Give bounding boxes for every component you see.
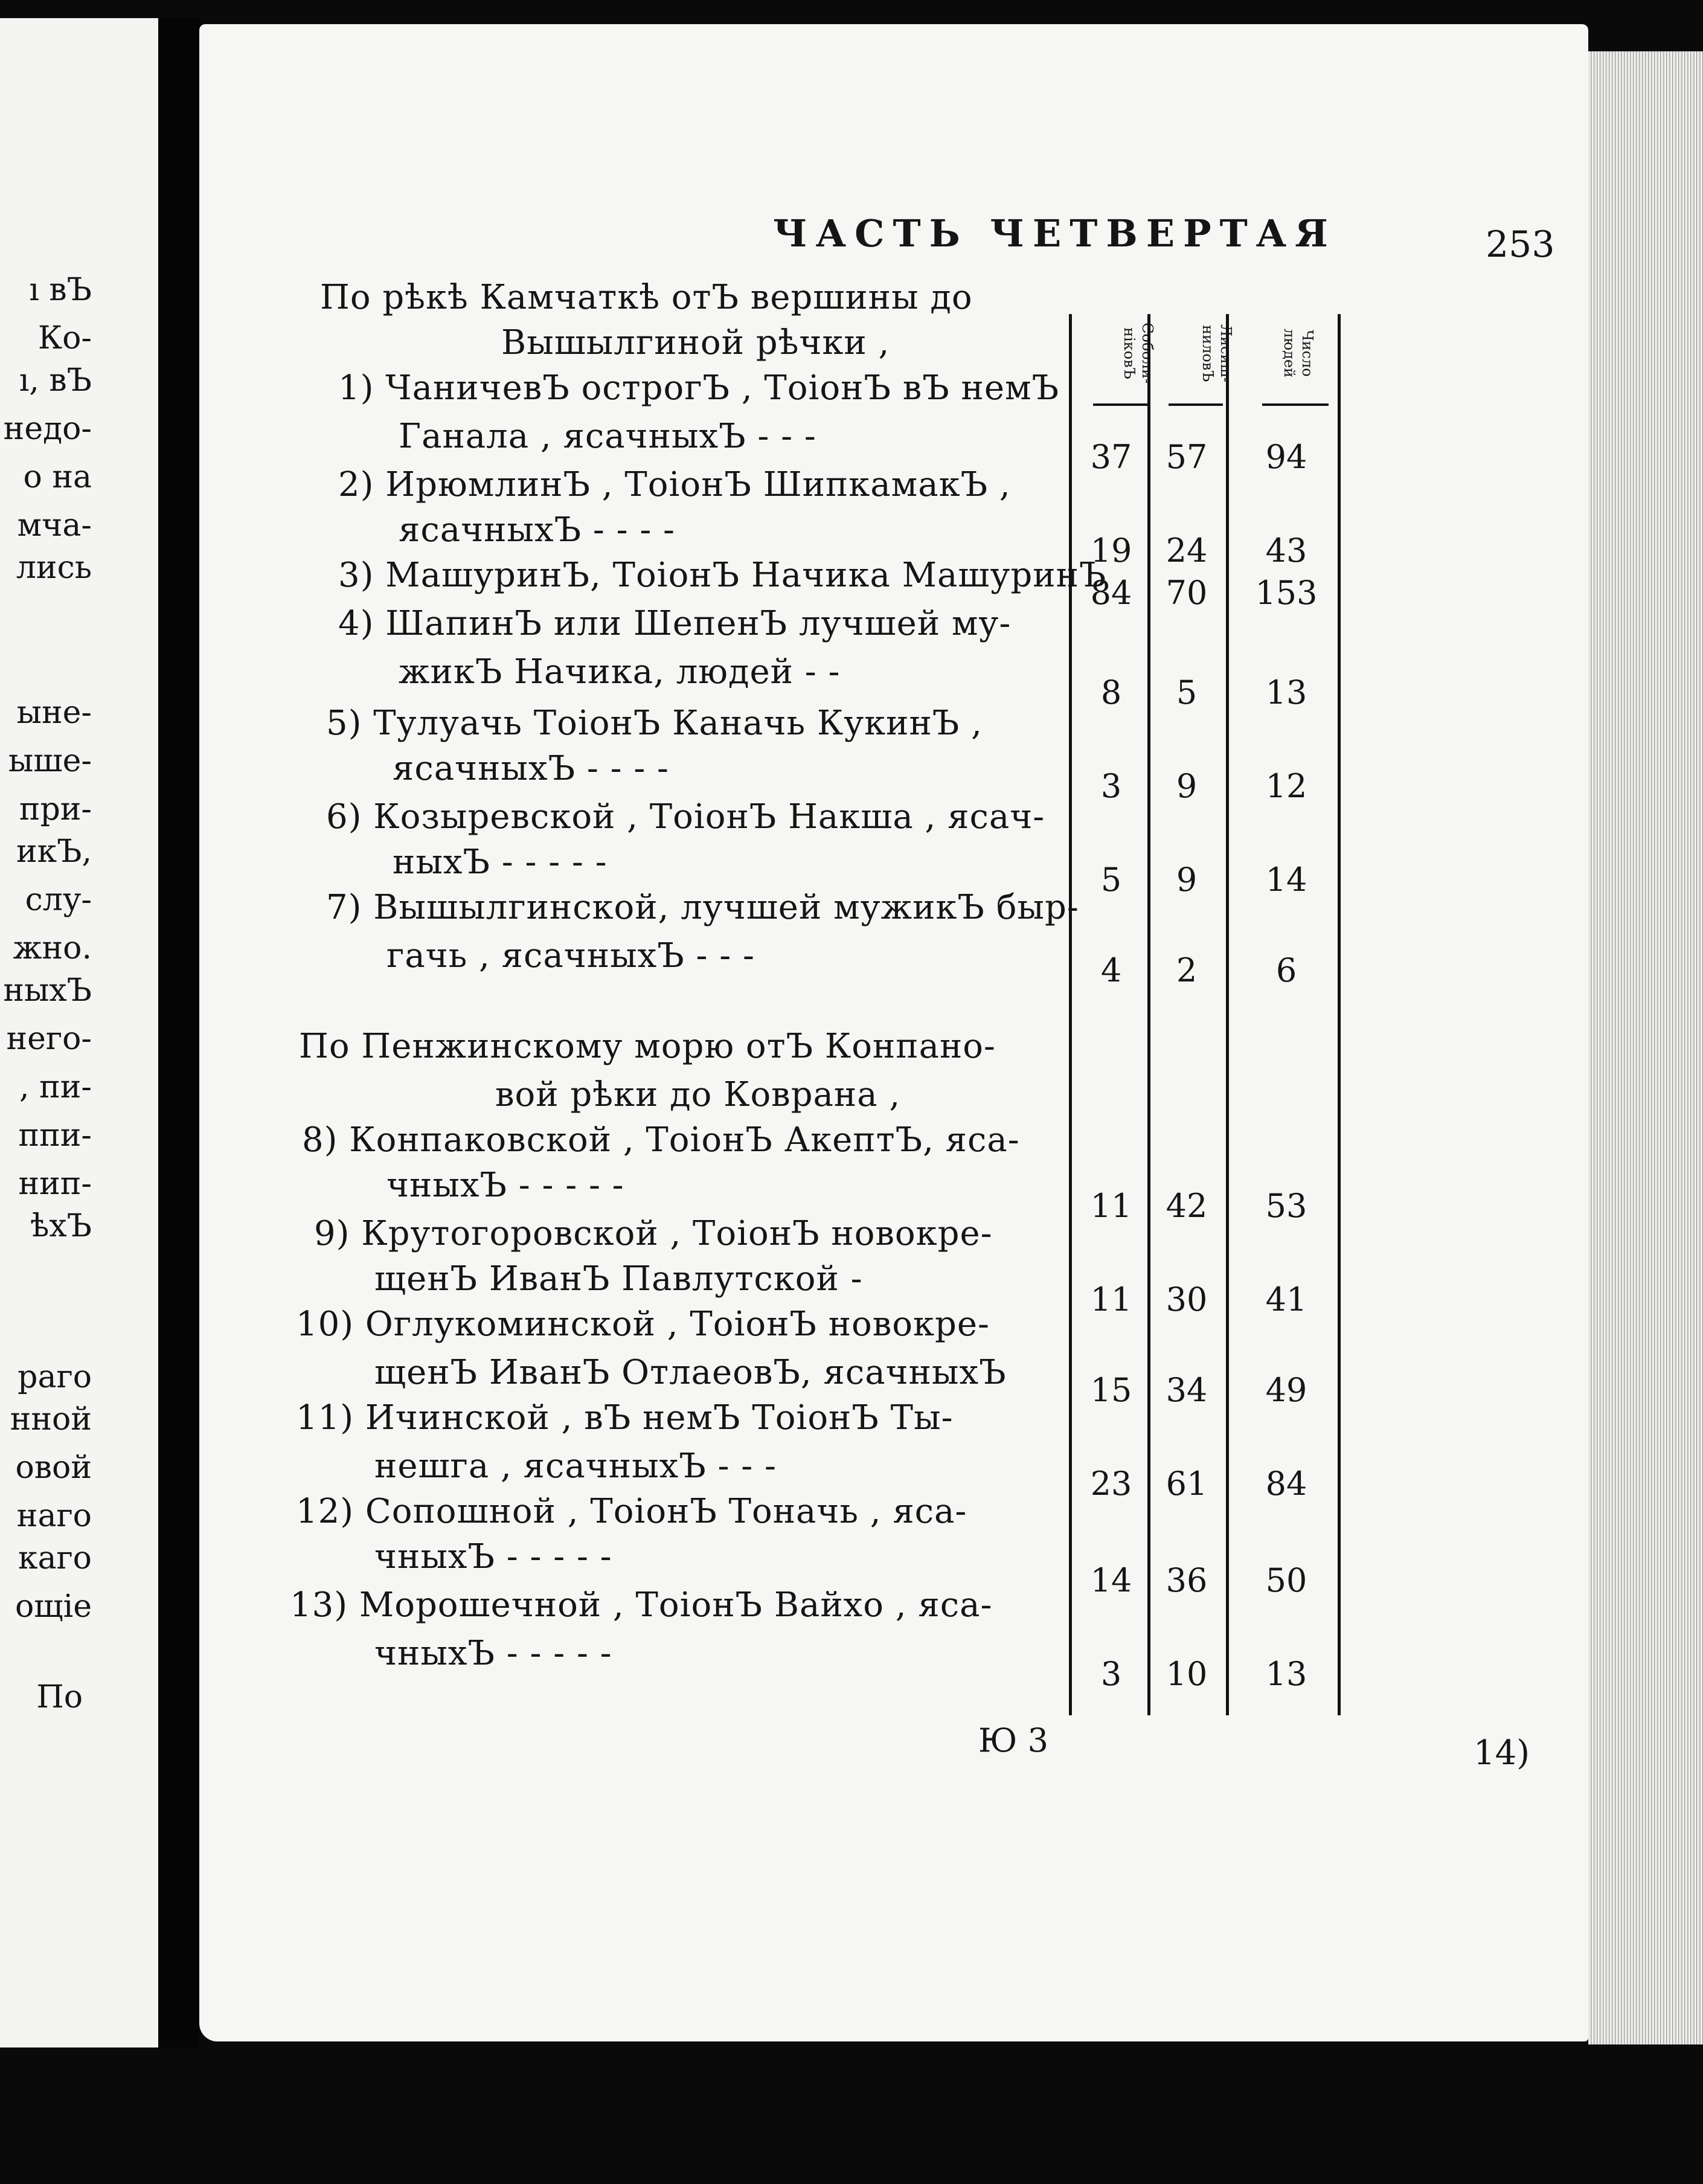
text-line: нешга , ясачныхЪ - - - (374, 1447, 777, 1486)
page-edges (1588, 51, 1703, 2044)
page-number: 253 (1486, 223, 1555, 266)
left-page-line: нной (10, 1401, 92, 1437)
text-line: 8) Конпаковской , ТоіонЪ АкептЪ, яса- (302, 1120, 1020, 1160)
left-page-line: мча- (17, 507, 92, 544)
table-cell: 9 (1176, 767, 1198, 805)
column-rule-top (1093, 403, 1147, 406)
column-header-sables: ніковЪ (1121, 327, 1138, 379)
text-line: Ганала , ясачныхЪ - - - (399, 417, 816, 456)
left-page-line: каго (18, 1540, 92, 1576)
table-cell: 153 (1255, 574, 1318, 612)
left-page-line: ппи- (18, 1117, 92, 1154)
column-divider (1226, 314, 1229, 1715)
table-cell: 5 (1176, 673, 1198, 711)
table-cell: 19 (1090, 532, 1132, 570)
table-cell: 5 (1100, 861, 1122, 899)
left-page-line: жно. (13, 930, 92, 966)
left-page-line: о на (23, 459, 92, 495)
text-line: 1) ЧаничевЪ острогЪ , ТоіонЪ вЪ немЪ (338, 368, 1060, 408)
table-cell: 36 (1166, 1561, 1208, 1599)
book-gutter (158, 18, 199, 2048)
column-rule-top (1262, 403, 1329, 406)
left-page-line: лись (16, 550, 92, 586)
left-page-line: икЪ, (16, 833, 92, 870)
previous-page-fragment (0, 18, 158, 2048)
table-cell: 14 (1090, 1561, 1132, 1599)
text-line: вой рѣки до Коврана , (495, 1075, 901, 1114)
text-line: 4) ШапинЪ или ШепенЪ лучшей му- (338, 604, 1012, 643)
left-page-line: ныхЪ (3, 972, 92, 1009)
text-line: 6) Козыревской , ТоіонЪ Накша , ясач- (326, 797, 1045, 837)
text-line: жикЪ Начика, людей - - (399, 652, 841, 692)
table-cell: 11 (1090, 1187, 1132, 1225)
text-line: щенЪ ИванЪ ОтлаеовЪ, ясачныхЪ (374, 1353, 1007, 1392)
left-page-line: ощіе (14, 1588, 92, 1625)
text-line: 3) МашуринЪ, ТоіонЪ Начика МашуринЪ (338, 556, 1107, 595)
left-page-line: раго (18, 1359, 92, 1395)
table-cell: 61 (1166, 1465, 1208, 1503)
table-cell: 4 (1100, 951, 1122, 989)
text-line: 9) Крутогоровской , ТоіонЪ новокре- (314, 1214, 993, 1253)
table-cell: 9 (1176, 861, 1198, 899)
left-page-line: него- (6, 1021, 92, 1057)
text-line: 11) Ичинской , вЪ немЪ ТоіонЪ Ты- (296, 1398, 954, 1437)
column-divider (1147, 314, 1150, 1715)
table-cell: 37 (1090, 438, 1132, 476)
left-page-line: недо- (3, 411, 92, 447)
left-page-line: Ко- (37, 320, 92, 356)
book-page (199, 24, 1588, 2041)
text-line: ныхЪ - - - - - (393, 843, 608, 882)
table-cell: 3 (1100, 1655, 1122, 1693)
left-page-line: слу- (25, 882, 92, 918)
text-line: 13) Морошечной , ТоіонЪ Вайхо , яса- (290, 1585, 993, 1625)
table-cell: 41 (1265, 1280, 1307, 1318)
column-header-people: Число людей (1281, 329, 1316, 378)
left-page-line: ѣхЪ (30, 1208, 92, 1244)
column-divider (1338, 314, 1341, 1715)
catchword: 14) (1474, 1733, 1530, 1773)
left-page-line: ыне- (16, 695, 92, 731)
text-line: гачь , ясачныхЪ - - - (386, 936, 755, 975)
table-cell: 84 (1265, 1465, 1307, 1503)
column-header-foxes: ниловЪ (1199, 324, 1216, 382)
text-line: чныхЪ - - - - - (374, 1537, 612, 1576)
table-cell: 3 (1100, 767, 1122, 805)
table-cell: 8 (1100, 673, 1122, 711)
table-cell: 23 (1090, 1465, 1132, 1503)
running-head: ЧАСТЬ ЧЕТВЕРТАЯ (773, 211, 1336, 255)
column-divider (1069, 314, 1072, 1715)
text-line: 10) Оглукоминской , ТоіонЪ новокре- (296, 1305, 990, 1344)
table-cell: 13 (1265, 1655, 1307, 1693)
table-cell: 57 (1166, 438, 1208, 476)
table-cell: 30 (1166, 1280, 1208, 1318)
table-cell: 53 (1265, 1187, 1307, 1225)
left-page-line: ı вЪ (29, 272, 92, 308)
left-page-line: ыше- (8, 743, 92, 779)
signature-mark: Ю 3 (978, 1721, 1048, 1759)
left-page-line: наго (16, 1498, 92, 1534)
table-cell: 6 (1275, 951, 1297, 989)
table-cell: 10 (1166, 1655, 1208, 1693)
left-page-line: , пи- (19, 1069, 92, 1105)
text-line: 7) Вышылгинской, лучшей мужикЪ быр- (326, 888, 1079, 927)
text-line: 2) ИрюмлинЪ , ТоіонЪ ШипкамакЪ , (338, 465, 1011, 504)
left-page-line: ı, вЪ (19, 362, 92, 399)
text-line: 5) Тулуачь ТоіонЪ Каначь КукинЪ , (326, 704, 983, 743)
table-cell: 14 (1265, 861, 1307, 899)
table-cell: 11 (1090, 1280, 1132, 1318)
left-page-line: овой (15, 1450, 92, 1486)
left-page-line: По (36, 1679, 83, 1715)
table-cell: 84 (1090, 574, 1132, 612)
table-cell: 70 (1166, 574, 1208, 612)
text-line: ясачныхЪ - - - - (399, 510, 675, 550)
table-cell: 50 (1265, 1561, 1307, 1599)
table-cell: 42 (1166, 1187, 1208, 1225)
text-line: По Пенжинскому морю отЪ Конпано- (299, 1027, 996, 1066)
table-cell: 2 (1176, 951, 1198, 989)
table-cell: 43 (1265, 532, 1307, 570)
table-cell: 13 (1265, 673, 1307, 711)
text-line: ясачныхЪ - - - - (393, 749, 669, 788)
table-cell: 94 (1265, 438, 1307, 476)
table-cell: 15 (1090, 1371, 1132, 1409)
text-line: 12) Сопошной , ТоіонЪ Тоначь , яса- (296, 1492, 967, 1531)
table-cell: 12 (1265, 767, 1307, 805)
column-rule-top (1169, 403, 1223, 406)
text-line: Вышылгиной рѣчки , (501, 323, 890, 362)
table-cell: 49 (1265, 1371, 1307, 1409)
text-line: чныхЪ - - - - - (374, 1634, 612, 1673)
text-line: чныхЪ - - - - - (386, 1166, 624, 1205)
table-cell: 34 (1166, 1371, 1208, 1409)
text-line: По рѣкѣ Камчаткѣ отЪ вершины до (320, 278, 973, 317)
left-page-line: при- (19, 791, 92, 827)
left-page-line: нип- (18, 1166, 92, 1202)
table-cell: 24 (1166, 532, 1208, 570)
text-line: щенЪ ИванЪ Павлутской - (374, 1259, 863, 1299)
